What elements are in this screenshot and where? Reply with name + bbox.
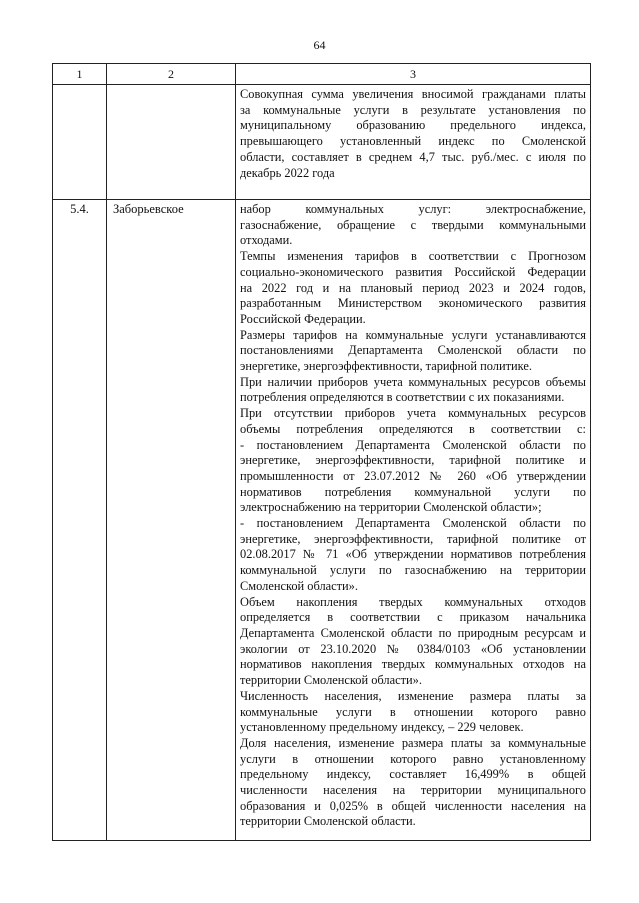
text-line: потребления определяются в соответствии с их показаниями. xyxy=(240,390,565,405)
text-line: энергетике, энергоэффективности, тарифной политике от xyxy=(240,531,586,546)
text-line: коммунальной услуги по газоснабжению на территории xyxy=(240,563,586,578)
text-line: отходами. xyxy=(240,233,293,248)
text-line: численности населения на территории муниципального xyxy=(240,783,586,798)
text-line: электроснабжению на территории Смоленской области»; xyxy=(240,500,542,515)
table-row xyxy=(53,200,591,841)
text-line: энергетике, энергоэффективности, тарифной политике и xyxy=(240,453,586,468)
text-line: газоснабжение, обращение с твердыми коммунальными xyxy=(240,217,586,232)
text-line: набор коммунальных услуг: электроснабжение, xyxy=(240,202,586,216)
text-line: Численность населения, изменение размера платы за xyxy=(240,688,586,703)
municipality-name: Заборьевское xyxy=(107,200,236,841)
text-line: муниципальному образованию предельного индекса, xyxy=(240,118,586,133)
text-line: Смоленской области». xyxy=(240,578,358,593)
text-line: энергетике, энергоэффективности, тарифной политике. xyxy=(240,359,532,374)
header-col-3: 3 xyxy=(236,64,591,85)
text-line: объемы потребления определяются в соответствии с: xyxy=(240,421,586,436)
text-line: Совокупная сумма увеличения вносимой гражданами платы xyxy=(240,87,586,101)
text-line: разработанным Министерством экономического развития xyxy=(240,296,586,311)
text-line: коммунальные услуги в отношении которого равно xyxy=(240,704,586,719)
text-line: услуги в отношении которого равно установленному xyxy=(240,751,586,766)
text-line: определяется в соответствии с приказом начальника xyxy=(240,610,586,625)
text-line: установленному предельному индексу, – 229 человек. xyxy=(240,720,524,735)
data-table xyxy=(52,63,591,841)
row-number xyxy=(53,85,107,200)
description-text xyxy=(240,202,586,830)
text-line: декабрь 2022 года xyxy=(240,165,335,180)
description-cell xyxy=(236,200,591,841)
text-line: Департамента Смоленской области по природным ресурсам и xyxy=(240,625,586,640)
text-line: - постановлением Департамента Смоленской области по xyxy=(240,516,586,531)
text-line: на 2022 год и на плановый период 2023 и 2024 годов, xyxy=(240,280,586,295)
text-line: Темпы изменения тарифов в соответствии с Прогнозом xyxy=(240,249,586,264)
text-line: образования и 0,025% в общей численности населения на xyxy=(240,798,586,813)
description-cell xyxy=(236,85,591,200)
text-line: территории Смоленской области». xyxy=(240,673,422,688)
table-row xyxy=(53,85,591,200)
description-text xyxy=(240,87,586,181)
text-line: Размеры тарифов на коммунальные услуги устанавливаются xyxy=(240,327,586,342)
text-line: области, составляет в среднем 4,7 тыс. руб./мес. с июля по xyxy=(240,149,586,164)
text-line: нормативов накопления твердых коммунальных отходов на xyxy=(240,657,586,672)
text-line: Объем накопления твердых коммунальных отходов xyxy=(240,594,586,609)
text-line: территории Смоленской области. xyxy=(240,814,416,829)
page-number: 64 xyxy=(313,38,326,52)
header-row xyxy=(53,64,591,85)
text-line: постановлениями Департамента Смоленской области по xyxy=(240,343,586,358)
text-line: превышающего установленный индекс по Смоленской xyxy=(240,134,586,149)
text-line: нормативов потребления коммунальной услуги по xyxy=(240,484,586,499)
text-line: При отсутствии приборов учета коммунальных ресурсов xyxy=(240,406,586,421)
text-line: При наличии приборов учета коммунальных ресурсов объемы xyxy=(240,374,586,389)
row-number: 5.4. xyxy=(53,200,107,841)
municipality-name xyxy=(107,85,236,200)
text-line: 02.08.2017 № 71 «Об утверждении нормативов потребления xyxy=(240,547,586,562)
header-col-1: 1 xyxy=(53,64,107,85)
header-col-2: 2 xyxy=(107,64,236,85)
text-line: экологии от 23.10.2020 № 0384/0103 «Об установлении xyxy=(240,641,586,656)
text-line: социально-экономического развития Российской Федерации xyxy=(240,264,586,279)
text-line: промышленности от 23.07.2012 № 260 «Об утверждении xyxy=(240,468,586,483)
text-line: за коммунальные услуги в результате установления по xyxy=(240,102,586,117)
text-line: предельному индексу, составляет 16,499% в общей xyxy=(240,767,586,782)
text-line: - постановлением Департамента Смоленской области по xyxy=(240,437,586,452)
text-line: Российской Федерации. xyxy=(240,311,366,326)
text-line: Доля населения, изменение размера платы за коммунальные xyxy=(240,735,586,750)
